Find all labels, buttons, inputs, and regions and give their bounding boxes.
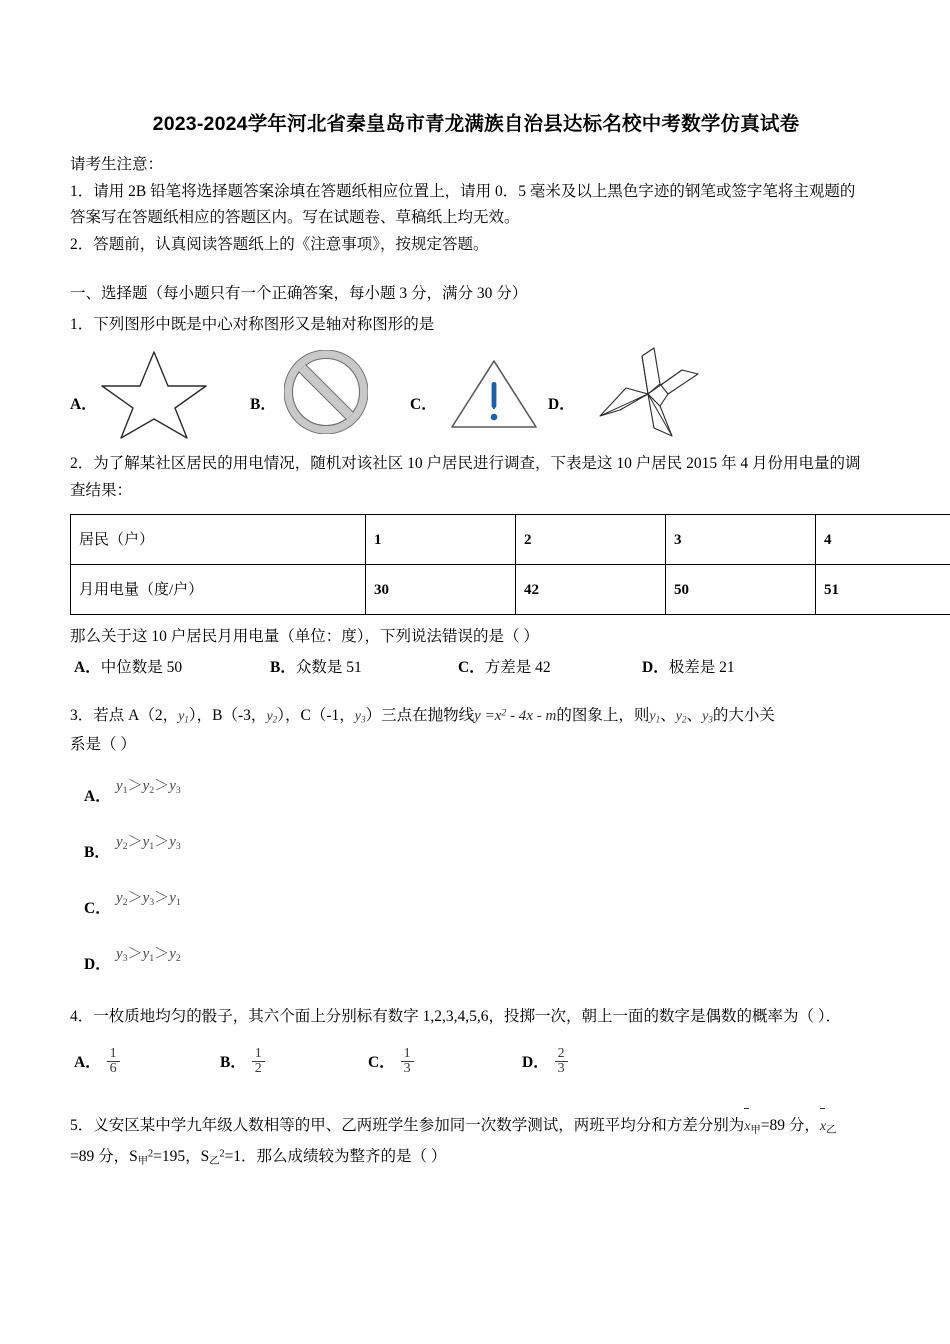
question-1 <box>70 311 882 440</box>
option-a-text: 中位数是 50 <box>100 659 183 677</box>
y2-symbol: $y_2$ <box>675 709 687 726</box>
table-cell: 1 <box>366 515 516 565</box>
option-a-label: A． <box>74 659 101 677</box>
question-3-mid2: ），C（-1， <box>277 707 355 725</box>
table-row-header: 居民（户） <box>71 515 366 565</box>
notice-item-2: 2．答题前，认真阅读答题纸上的《注意事项》，按规定答题。 <box>70 235 489 253</box>
question-3-lead: 3．若点 A（2， <box>70 707 179 725</box>
question-3-tail: 的大小关 <box>712 707 775 725</box>
question-5 <box>70 1110 882 1173</box>
y3-symbol: $y_3$ <box>354 709 366 726</box>
option-c-label: C． <box>84 899 111 917</box>
question-2-text-line2: 查结果： <box>70 482 133 500</box>
option-c-q3[interactable] <box>70 881 882 937</box>
table-row <box>71 515 950 565</box>
page-title: 2023-2024学年河北省秦皇岛市青龙满族自治县达标名校中考数学仿真试卷 <box>152 113 800 135</box>
fraction-numerator: 1 <box>109 1045 117 1061</box>
fraction-one-third <box>401 1047 414 1077</box>
question-1-text: 1．下列图形中既是中心对称图形又是轴对称图形的是 <box>70 315 435 333</box>
option-b-label: B． <box>270 659 296 677</box>
option-c-text: 方差是 42 <box>484 659 551 677</box>
option-b-label: B． <box>220 1053 246 1071</box>
option-a-q2[interactable] <box>74 654 182 681</box>
question-2-options <box>70 654 882 680</box>
y2-symbol: $y_2$ <box>266 709 278 726</box>
question-3 <box>70 700 882 992</box>
option-c-label: C． <box>368 1053 395 1071</box>
option-d-label: D． <box>84 955 111 973</box>
question-3-mid4: 的图象上，则 <box>556 707 650 725</box>
x-bar-yi-symbol <box>820 1113 826 1141</box>
fraction-two-thirds <box>555 1047 568 1077</box>
prohibition-sign-icon <box>284 350 368 443</box>
y1-symbol: $y_1$ <box>649 709 661 726</box>
table-cell: 30 <box>366 565 516 615</box>
option-d-label: D． <box>548 395 575 413</box>
option-a-q3[interactable] <box>70 769 882 825</box>
x-bar-jia-symbol <box>744 1113 750 1141</box>
section-heading-choice: 一、选择题（每小题只有一个正确答案，每小题 3 分，满分 30 分） <box>70 284 528 302</box>
option-d-q1[interactable] <box>548 344 768 440</box>
question-4-options <box>70 1034 882 1080</box>
option-d-label: D． <box>642 659 669 677</box>
x-bar-var: x <box>819 1118 827 1134</box>
option-a-q4[interactable] <box>74 1045 122 1078</box>
option-c-q2[interactable] <box>458 654 551 681</box>
option-c-q4[interactable] <box>368 1045 416 1078</box>
table-row <box>71 565 950 615</box>
option-a-label: A． <box>84 787 111 805</box>
variance-jia-superscript: 2 <box>147 1148 154 1160</box>
variance-yi-lead: =195，S <box>153 1148 210 1166</box>
option-a-q1[interactable] <box>70 344 250 440</box>
question-5-mid: =89 分， <box>760 1116 820 1134</box>
option-c-label: C． <box>458 659 485 677</box>
option-b-label: B． <box>250 395 276 413</box>
option-b-q2[interactable] <box>270 654 362 681</box>
table-cell: 51 <box>816 565 950 615</box>
exam-notice-block <box>70 152 882 259</box>
question-2-prompt: 那么关于这 10 户居民月用电量（单位：度），下列说法错误的是（ ） <box>70 628 539 646</box>
option-d-label: D． <box>522 1053 549 1071</box>
option-a-expression: $y_1>y_2>y_3$ <box>116 777 181 796</box>
question-2-text-line1: 2．为了解某社区居民的用电情况，随机对该社区 10 户居民进行调查，下表是这 10 户居民 2015 年 4 月份用电量的调 <box>70 455 861 473</box>
pinwheel-four-blades-icon <box>586 340 712 453</box>
parabola-formula: $y =x^2 - 4x - m$ <box>474 708 557 725</box>
variance-jia-lead: =89 分，S <box>70 1148 138 1166</box>
option-d-expression: $y_3>y_1>y_2$ <box>116 945 181 964</box>
fraction-denominator: 3 <box>401 1061 414 1077</box>
fraction-denominator: 2 <box>252 1061 265 1077</box>
option-a-label: A． <box>74 1053 101 1071</box>
notice-item-1: 1．请用 2B 铅笔将选择题答案涂填在答题纸相应位置上，请用 0．5 毫米及以上黑色字迹的钢笔或签字笔将主观题的 <box>70 182 856 200</box>
question-2 <box>70 450 882 680</box>
fraction-denominator: 6 <box>107 1061 120 1077</box>
option-b-q3[interactable] <box>70 825 882 881</box>
option-d-text: 极差是 21 <box>668 659 735 677</box>
table-cell: 50 <box>666 565 816 615</box>
y3-symbol: $y_3$ <box>702 709 713 726</box>
fraction-numerator: 2 <box>557 1045 565 1061</box>
fraction-one-sixth <box>107 1047 120 1077</box>
question-4-text: 4．一枚质地均匀的骰子，其六个面上分别标有数字 1,2,3,4,5,6，投掷一次，朝上一面的数字是偶数的概率为（ ）． <box>70 1007 842 1025</box>
option-c-label: C． <box>410 395 437 413</box>
option-b-expression: $y_2>y_1>y_3$ <box>116 833 181 852</box>
question-3-mid1: ），B（-3， <box>188 707 267 725</box>
question-4 <box>70 1003 882 1080</box>
x-bar-subscript: 乙 <box>826 1124 837 1136</box>
question-3-text: 3．若点 A（2，$y_1$），B（-3，$y_2$），C（-1，$y_3$）三点在抛物线$y =x^2 - 4x - m$的图象上，则$y_1$、$y_2$、$y_3$的大小关 <box>70 707 775 726</box>
table-row-header: 月用电量（度/户） <box>71 565 366 615</box>
notice-heading: 请考生注意： <box>70 156 164 173</box>
option-d-q2[interactable] <box>642 654 735 681</box>
table-cell: 3 <box>666 515 816 565</box>
warning-triangle-exclamation-icon <box>448 356 540 441</box>
fraction-numerator: 1 <box>254 1045 262 1061</box>
fraction-one-half <box>252 1047 265 1077</box>
variance-jia-subscript: 甲 <box>137 1155 148 1167</box>
question-5-tail: =1．那么成绩较为整齐的是（ ） <box>224 1148 447 1166</box>
option-b-q4[interactable] <box>220 1045 267 1078</box>
question-5-lead: 5．义安区某中学九年级人数相等的甲、乙两班学生参加同一次数学测试，两班平均分和方差分别为 <box>70 1116 745 1134</box>
table-cell: 42 <box>516 565 666 615</box>
notice-item-1-cont: 答案写在答题纸相应的答题区内。写在试题卷、草稿纸上均无效。 <box>70 209 520 227</box>
question-5-text-line2 <box>70 1141 882 1172</box>
page-content <box>70 108 882 1172</box>
option-b-label: B． <box>84 843 110 861</box>
fraction-numerator: 1 <box>403 1045 411 1061</box>
x-bar-var: x <box>744 1118 751 1134</box>
option-a-label: A． <box>70 395 97 413</box>
option-d-q4[interactable] <box>522 1045 570 1078</box>
x-bar-subscript: 甲 <box>750 1124 761 1136</box>
option-b-q1[interactable] <box>250 344 410 440</box>
variance-yi-subscript: 乙 <box>209 1155 220 1167</box>
five-pointed-star-outline-icon <box>98 346 210 449</box>
fraction-denominator: 3 <box>555 1061 568 1077</box>
electricity-usage-table <box>70 514 950 615</box>
option-b-text: 众数是 51 <box>295 659 362 677</box>
question-5-text-line1 <box>70 1110 882 1141</box>
question-3-mid3: ）三点在抛物线 <box>365 707 475 725</box>
y1-symbol: $y_1$ <box>178 709 189 726</box>
variance-yi-superscript: 2 <box>219 1148 225 1160</box>
table-cell: 4 <box>816 515 950 565</box>
option-c-expression: $y_2>y_3>y_1$ <box>116 889 181 908</box>
question-1-options <box>70 344 882 440</box>
question-3-text-line2: 系是（ ） <box>70 736 136 754</box>
table-cell: 2 <box>516 515 666 565</box>
option-d-q3[interactable] <box>70 937 882 993</box>
